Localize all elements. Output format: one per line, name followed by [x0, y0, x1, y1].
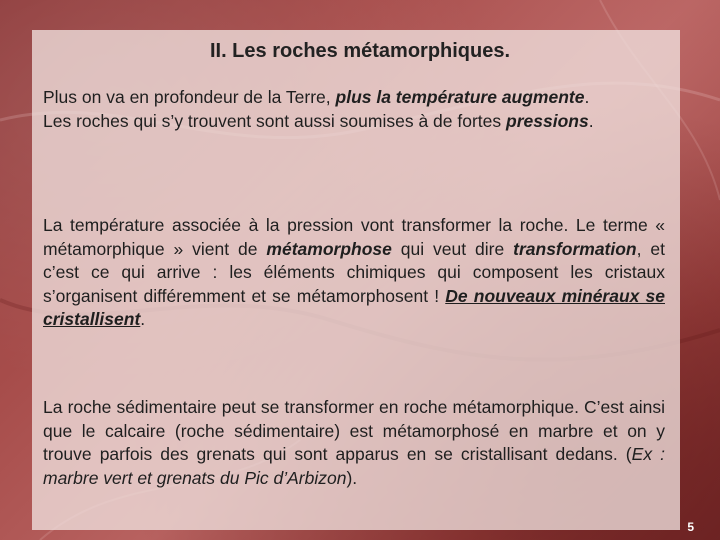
p1-text-1: Plus on va en profondeur de la Terre,	[43, 87, 336, 107]
paragraph-metamorphism	[43, 214, 665, 332]
page-number: 5	[687, 520, 694, 534]
p2-text-2: qui veut dire	[391, 238, 514, 259]
p1-emphasis-pressions: pressions	[506, 110, 589, 131]
p2-emphasis-metamorphose: métamorphose	[266, 238, 392, 259]
p2-text-3: , et c’est ce qui arrive : les éléments chimiques qui composent les cristaux s’organisent différemment et se métamorphosent !	[43, 238, 665, 306]
p2-text-1: La température associée à la pression vont transformer la roche. Le terme « métamorphique » vient de	[43, 215, 665, 259]
p2-text-4: .	[140, 309, 146, 329]
p1-text-2: .	[584, 87, 590, 107]
p1-text-4: .	[588, 110, 594, 131]
slide-title: II. Les roches métamorphiques.	[209, 40, 511, 62]
p3-text-2: ).	[346, 467, 358, 488]
p3-example-italic: Ex : marbre vert et grenats du Pic d’Arbizon	[43, 444, 665, 488]
p2-emphasis-transformation: transformation	[513, 238, 637, 259]
p2-emphasis-new-minerals: De nouveaux minéraux se cristallisent	[43, 285, 665, 329]
paragraph-depth-temperature	[43, 86, 665, 133]
p1-emphasis-temperature: plus la température augmente	[335, 87, 585, 107]
p3-text-1: La roche sédimentaire peut se transformer en roche métamorphique. C’est ainsi que le calcaire (roche sédimentaire) est métamorphosé en marbre et on y trouve parfois des grenats qui sont apparus en se cristallisant dedans. (	[43, 397, 665, 464]
p1-text-3: Les roches qui s’y trouvent sont aussi soumises à de fortes	[43, 110, 507, 131]
paragraph-marble-example	[43, 396, 665, 490]
